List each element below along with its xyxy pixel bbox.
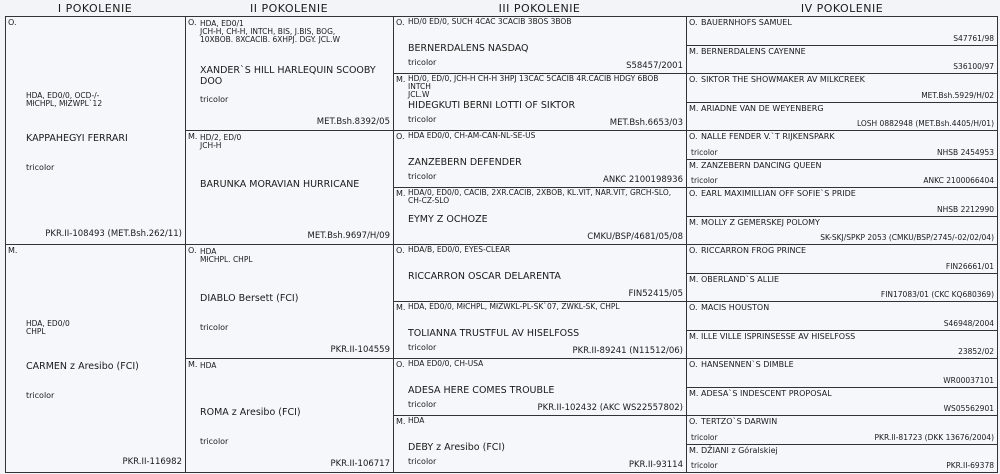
header-gen-2: II POKOLENIE [249,2,329,15]
registration-number: NHSB 2454953 [937,147,994,157]
registration-number: MET.Bsh.9697/H/09 [307,231,390,241]
dog-name: CARMEN z Aresibo (FCI) [26,361,139,373]
pedigree-cell [5,16,186,245]
registration-number: PKR.II-93114 [628,460,683,470]
titles-text: HDA/B, ED0/0, EYES-CLEAR [408,245,511,254]
sex-label: M. [396,189,406,198]
coat-color: tricolor [26,162,55,172]
dog-name: ARIADNE VAN DE WEYENBERG [701,103,824,113]
coat-color: tricolor [26,390,55,400]
dog-name: HANSENNEN`S DIMBLE [701,360,794,369]
registration-number: WS05562901 [943,404,994,413]
sex-label: M. [396,417,406,426]
dog-name: MACIS HOUSTON [701,303,770,312]
sex-label: O. [396,360,405,369]
coat-color: tricolor [408,456,437,466]
pedigree-cell [185,244,394,359]
titles-text: HDA, ED0/1 JCH-H, CH-H, INTCH, BIS, J.BIS, BOG, 10XBOB. 8XCACIB. 6XHPJ. DGY. JCL.W [200,19,340,44]
registration-number: MET.Bsh.5929/H/02 [921,90,994,100]
pedigree-cell [393,16,687,74]
registration-number: MET.Bsh.8392/05 [316,117,390,127]
pedigree-cell [185,130,394,245]
registration-number: FIN26661/01 [945,261,994,271]
sex-label: M. [689,217,699,227]
dog-name: TERTZO`S DARWIN [701,417,778,426]
registration-number: PKR.II-89241 (N11512/06) [572,346,683,356]
dog-name: HIDEGKUTI BERNI LOTTI OF SIKTOR [408,99,576,111]
dog-name: RICCARRON FROG PRINCE [701,246,807,255]
registration-number: FIN52415/05 [628,289,683,299]
dog-name: ADESA`S INDESCENT PROPOSAL [701,388,832,398]
sex-label: M. [188,132,198,141]
coat-color: tricolor [408,57,437,67]
titles-text: HD/2, ED/0 JCH-H [200,133,242,150]
registration-number: S46948/2004 [943,318,994,328]
dog-name: RICCARRON OSCAR DELARENTA [408,270,561,282]
coat-color: tricolor [408,342,437,352]
pedigree-cell [393,244,687,302]
dog-name: DIABLO Bersett (FCI) [200,292,299,304]
titles-text: HDA, ED0/0, MłCHPL, MłZWKL-PL-SK`07, ZWKL-SK, CHPL [408,302,620,311]
registration-number: ANKC 2100066404 [923,176,994,185]
titles-text: HDA [200,361,217,370]
dog-name: NALLE FENDER V.`T RIJKENSPARK [701,132,835,141]
pedigree-cell [185,358,394,473]
pedigree-cell [185,16,394,131]
coat-color: tricolor [200,436,229,446]
dog-name: TOLIANNA TRUSTFUL AV HISELFOSS [408,327,580,339]
sex-label: O. [396,132,405,141]
sex-label: O. [689,417,698,426]
dog-name: ROMA z Aresibo (FCI) [200,406,301,418]
pedigree-cell [686,159,998,189]
coat-color: tricolor [408,171,437,181]
pedigree-cell [686,102,998,132]
dog-name: EARL MAXIMILLIAN OFF SOFIE`S PRIDE [701,189,856,198]
pedigree-cell [393,187,687,245]
pedigree-cell [686,301,998,331]
sex-label: O. [689,189,698,198]
coat-color: tricolor [691,176,718,185]
dog-name: KAPPAHEGYI FERRARI [26,133,128,145]
pedigree-cell [686,358,998,388]
dog-name: BAUERNHOFS SAMUEL [701,18,792,27]
dog-name: ADESA HERE COMES TROUBLE [408,384,555,396]
sex-label: O. [188,246,197,255]
dog-name: OBERLAND`S ALLIE [701,274,780,284]
sex-label: M. [689,274,699,284]
pedigree-cell [393,415,687,473]
sex-label: O. [8,18,17,27]
header-gen-4: IV POKOLENIE [800,2,884,15]
titles-text: HDA ED0/0, CH-AM-CAN-NL-SE-US [408,131,536,140]
titles-text: HDA, ED0/0, OCD-/- MłCHPL, MłZWPL`12 [26,91,103,109]
dog-name: BERNERDALENS CAYENNE [701,46,806,56]
registration-number: PKR.II-108493 (MET.Bsh.262/11) [45,229,182,239]
dog-name: ILLE VILLE ISPRINSESSE AV HISELFOSS [701,331,856,341]
registration-number: FIN17083/01 (CKC KQ680369) [880,290,994,299]
sex-label: M. [396,303,406,312]
titles-text: HD/0, ED/0, JCH-H CH-H 3HPJ 13CAC 5CACIB 4R.CACIB HDGY 6BOB INTCH JCL.W [408,74,659,99]
sex-label: O. [188,18,197,27]
registration-number: 23852/02 [958,347,994,356]
sex-label: M. [689,103,699,113]
sex-label: M. [396,75,406,84]
sex-label: M. [689,388,699,398]
dog-name: ZANZEBERN DANCING QUEEN [701,160,822,170]
sex-label: M. [188,360,198,369]
dog-name: DEBY z Aresibo (FCI) [408,441,505,453]
registration-number: LOSH 0882948 (MET.Bsh.4405/H/01) [856,119,994,128]
registration-number: PKR.II-116982 [122,457,182,467]
dog-name: XANDER`S HILL HARLEQUIN SCOOBY DOO [200,64,376,87]
pedigree-cell [686,73,998,103]
pedigree-cell [686,187,998,217]
coat-color: tricolor [200,94,229,104]
pedigree-cell [393,130,687,188]
coat-color: tricolor [691,461,718,470]
sex-label: M. [8,246,18,255]
coat-color: tricolor [691,147,718,157]
coat-color: tricolor [408,399,437,409]
sex-label: O. [689,18,698,27]
titles-text: HDA MłCHPL. CHPL [200,247,253,264]
registration-number: NHSB 2212990 [937,204,994,214]
titles-text: HDA, ED0/0 CHPL [26,319,70,337]
dog-name: BERNERDALENS NASDAQ [408,42,529,54]
coat-color: tricolor [200,322,229,332]
registration-number: S47761/98 [953,33,994,43]
pedigree-cell [686,387,998,417]
pedigree-cell [686,130,998,160]
pedigree-cell [686,415,998,445]
registration-number: WR00037101 [943,375,994,385]
pedigree-cell [393,358,687,416]
pedigree-cell [686,244,998,274]
sex-label: O. [689,360,698,369]
registration-number: PKR.II-106717 [330,459,390,469]
registration-number: SK-SKJ/SPKP 2053 (CMKU/BSP/2745/-02/02/04) [820,233,994,242]
dog-name: EYMY Z OCHOZE [408,213,488,225]
sex-label: O. [689,246,698,255]
registration-number: ANKC 2100198936 [603,175,683,185]
titles-text: HD/0 ED/0, SUCH 4CAC 3CACIB 3BOS 3BOB [408,17,572,26]
registration-number: PKR.II-69378 [946,461,994,470]
registration-number: CMKU/BSP/4681/05/08 [587,232,683,242]
pedigree-cell [5,244,186,473]
pedigree-cell [393,73,687,131]
header-gen-1: I POKOLENIE [57,2,133,15]
titles-text: HDA [408,416,425,425]
dog-name: SIKTOR THE SHOWMAKER AV MILKCREEK [701,75,865,84]
pedigree-cell [393,301,687,359]
pedigree-cell [686,216,998,246]
coat-color: tricolor [408,114,437,124]
sex-label: O. [689,132,698,141]
header-gen-3: III POKOLENIE [498,2,581,15]
titles-text: HDA ED0/0, CH-USA [408,359,484,368]
sex-label: M. [689,445,699,455]
sex-label: O. [396,18,405,27]
sex-label: O. [689,303,698,312]
sex-label: O. [396,246,405,255]
sex-label: O. [689,75,698,84]
dog-name: BARUNKA MORAVIAN HURRICANE [200,178,360,190]
sex-label: M. [689,46,699,56]
coat-color: tricolor [691,432,718,442]
titles-text: HDA/0, ED0/0, CACIB, 2XR.CACIB, 2XBOB, KL.VIT, NAR.VIT, GRCH-SLO, CH-CZ-SLO [408,188,672,205]
registration-number: PKR.II-81723 (DKK 13676/2004) [874,432,994,442]
sex-label: M. [689,331,699,341]
registration-number: MET.Bsh.6653/03 [609,118,683,128]
registration-number: PKR.II-104559 [330,345,390,355]
pedigree-cell [686,330,998,360]
dog-name: ZANZEBERN DEFENDER [408,156,522,168]
registration-number: S36100/97 [953,62,994,71]
dog-name: MOLLY Z GEMERSKEJ POLOMY [701,217,820,227]
dog-name: DŽIANI z Góralskiej [701,445,778,455]
registration-number: S58457/2001 [626,61,683,71]
pedigree-cell [686,273,998,303]
sex-label: M. [689,160,699,170]
registration-number: PKR.II-102432 (AKC WS22557802) [537,403,683,413]
pedigree-cell [686,45,998,75]
pedigree-cell [686,444,998,474]
pedigree-cell [686,16,998,46]
